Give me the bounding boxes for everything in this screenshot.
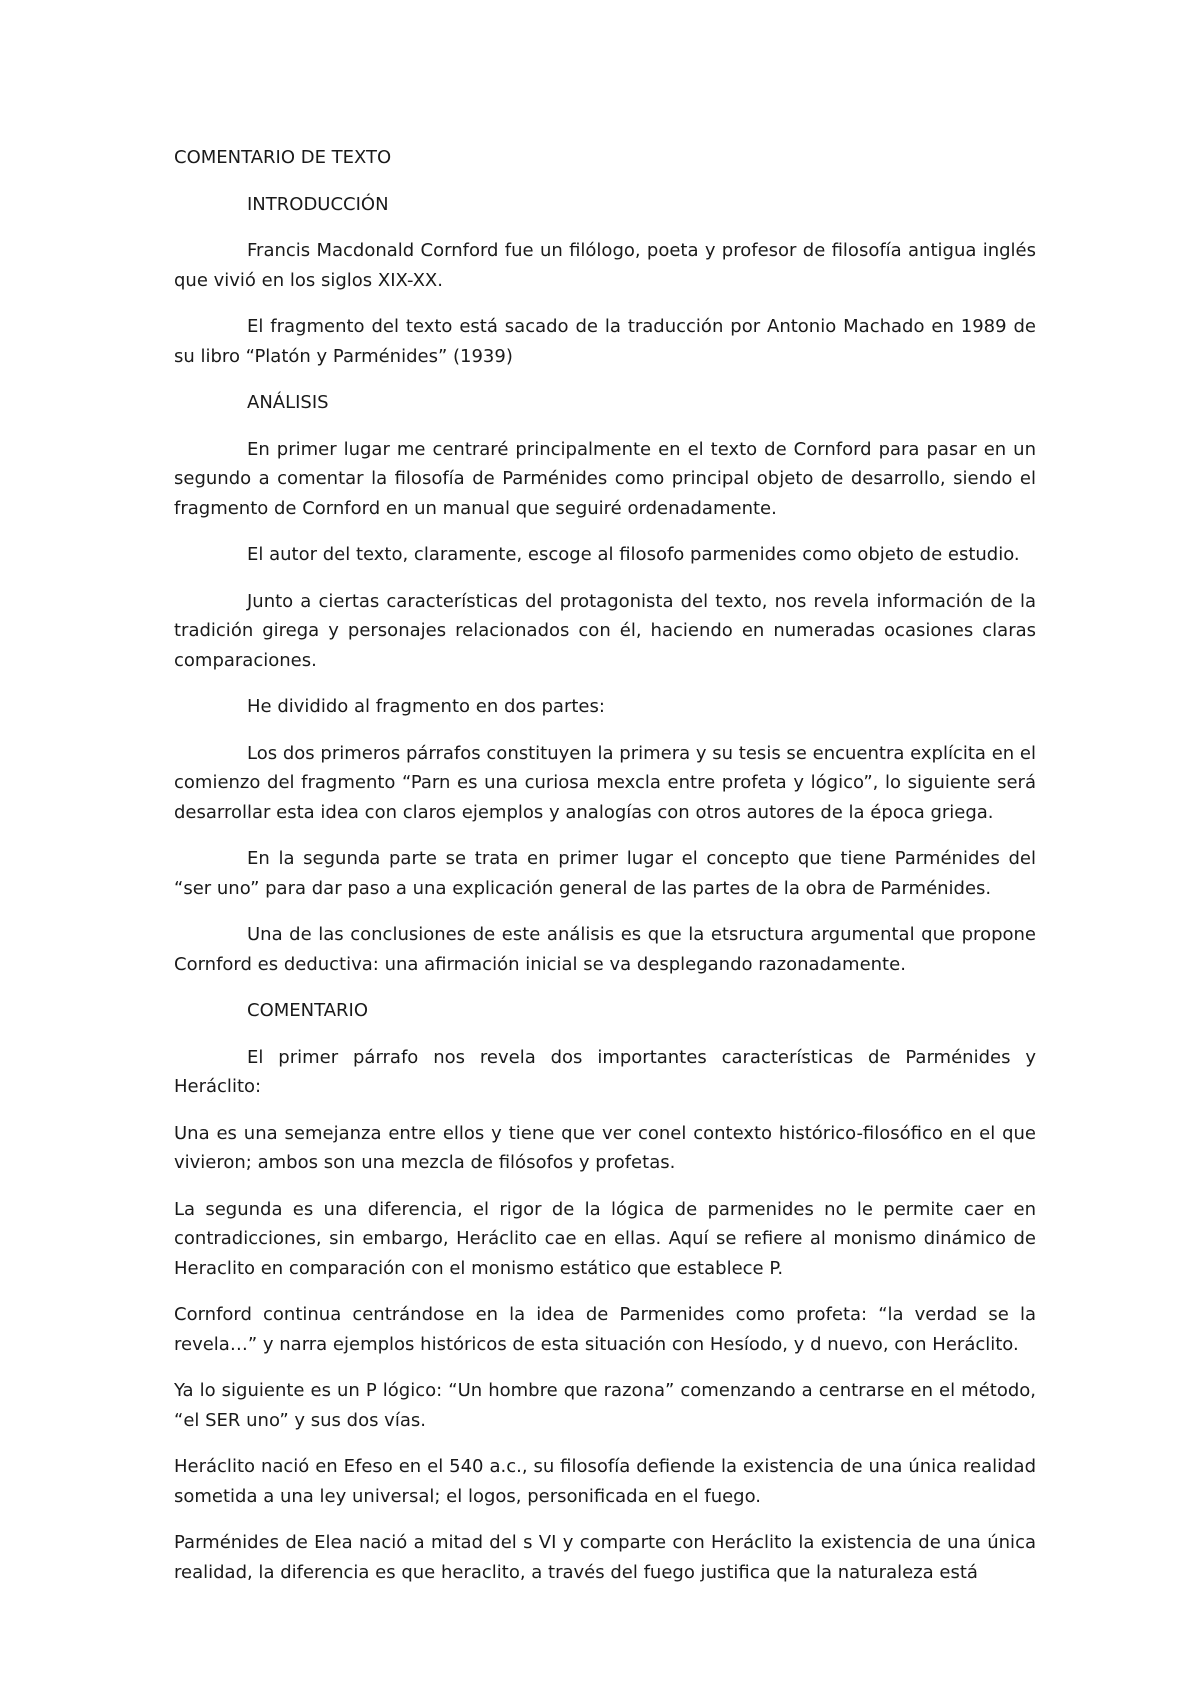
paragraph: Los dos primeros párrafos constituyen la primera y su tesis se encuentra explícita en el comienzo del fragmento “Parn es una curiosa mexcla entre profeta y lógico”, lo siguiente será desarrollar esta idea con claros ejemplos y analogías con otros autores de la época griega. <box>174 742 1036 823</box>
paragraph: He dividido al fragmento en dos partes: <box>247 696 605 717</box>
section-heading-analisis: ANÁLISIS <box>247 392 329 413</box>
paragraph: El fragmento del texto está sacado de la traducción por Antonio Machado en 1989 de su libro “Platón y Parménides” (1939) <box>174 316 1036 367</box>
section-heading-introduccion: INTRODUCCIÓN <box>247 193 389 215</box>
section-heading-comentario: COMENTARIO <box>247 1000 368 1021</box>
paragraph: La segunda es una diferencia, el rigor de la lógica de parmenides no le permite caer en contradicciones, sin embargo, Heráclito cae en ellas. Aquí se refiere al monismo dinámico de Heraclito en comparación con el monismo estático que establece P. <box>174 1198 1036 1279</box>
paragraph: Una de las conclusiones de este análisis es que la etsructura argumental que propone Cornford es deductiva: una afirmación inicial se va desplegando razonadamente. <box>174 924 1036 975</box>
paragraph: Una es una semejanza entre ellos y tiene que ver conel contexto histórico-filosófico en el que vivieron; ambos son una mezcla de filósofos y profetas. <box>174 1122 1036 1173</box>
paragraph: Heráclito nació en Efeso en el 540 a.c., su filosofía defiende la existencia de una única realidad sometida a una ley universal; el logos, personificada en el fuego. <box>174 1456 1036 1507</box>
paragraph: El autor del texto, claramente, escoge al filosofo parmenides como objeto de estudio. <box>247 544 1020 565</box>
paragraph: Ya lo siguiente es un P lógico: “Un hombre que razona” comenzando a centrarse en el método, “el SER uno” y sus dos vías. <box>174 1380 1036 1431</box>
paragraph: En primer lugar me centraré principalmente en el texto de Cornford para pasar en un segundo a comentar la filosofía de Parménides como principal objeto de desarrollo, siendo el fragmento de Cornford en un manual que seguiré ordenadamente. <box>174 438 1036 519</box>
paragraph: Francis Macdonald Cornford fue un filólogo, poeta y profesor de filosofía antigua inglés que vivió en los siglos XIX-XX. <box>174 240 1036 291</box>
paragraph: En la segunda parte se trata en primer lugar el concepto que tiene Parménides del “ser uno” para dar paso a una explicación general de las partes de la obra de Parménides. <box>174 848 1036 899</box>
paragraph: Cornford continua centrándose en la idea de Parmenides como profeta: “la verdad se la revela…” y narra ejemplos históricos de esta situación con Hesíodo, y d nuevo, con Heráclito. <box>174 1304 1036 1355</box>
document-title: COMENTARIO DE TEXTO <box>174 147 392 168</box>
paragraph: Parménides de Elea nació a mitad del s VI y comparte con Heráclito la existencia de una única realidad, la diferencia es que heraclito, a través del fuego justifica que la naturaleza está <box>174 1532 1036 1583</box>
paragraph: Junto a ciertas características del protagonista del texto, nos revela información de la tradición girega y personajes relacionados con él, haciendo en numeradas ocasiones claras comparaciones. <box>174 590 1036 671</box>
document-body <box>174 143 1036 1587</box>
paragraph: El primer párrafo nos revela dos importantes características de Parménides y Heráclito: <box>174 1046 1036 1097</box>
